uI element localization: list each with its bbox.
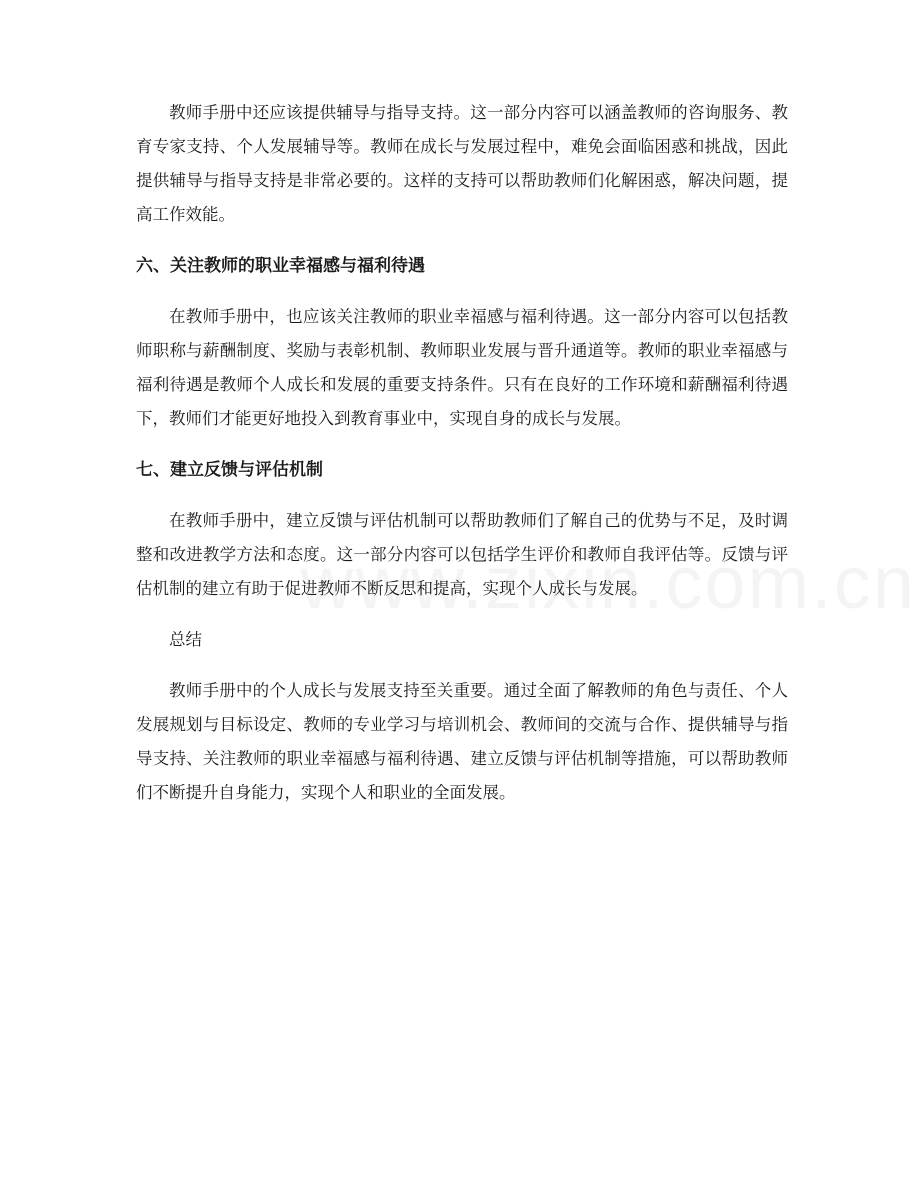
summary-label: 总结 (169, 630, 202, 649)
paragraph-wellbeing: 在教师手册中，也应该关注教师的职业幸福感与福利待遇。这一部分内容可以包括教师职称与薪酬制度、奖励与表彰机制、教师职业发展与晋升通道等。教师的职业幸福感与福利待遇是教师个人成长和发展的重要支持条件。只有在良好的工作环境和薪酬福利待遇下，教师们才能更好地投入到教育事业中，实现自身的成长与发展。 (136, 307, 788, 428)
document-body (136, 96, 788, 810)
section-heading-6: 六、关注教师的职业幸福感与福利待遇 (136, 256, 425, 276)
section-heading-7: 七、建立反馈与评估机制 (136, 460, 323, 480)
paragraph-summary: 教师手册中的个人成长与发展支持至关重要。通过全面了解教师的角色与责任、个人发展规划与目标设定、教师的专业学习与培训机会、教师间的交流与合作、提供辅导与指导支持、关注教师的职业幸福感与福利待遇、建立反馈与评估机制等措施，可以帮助教师们不断提升自身能力，实现个人和职业的全面发展。 (136, 681, 788, 802)
paragraph-guidance-support: 教师手册中还应该提供辅导与指导支持。这一部分内容可以涵盖教师的咨询服务、教育专家支持、个人发展辅导等。教师在成长与发展过程中，难免会面临困惑和挑战，因此提供辅导与指导支持是非常必要的。这样的支持可以帮助教师们化解困惑，解决问题，提高工作效能。 (136, 103, 788, 224)
paragraph-feedback: 在教师手册中，建立反馈与评估机制可以帮助教师们了解自己的优势与不足，及时调整和改进教学方法和态度。这一部分内容可以包括学生评价和教师自我评估等。反馈与评估机制的建立有助于促进教师不断反思和提高，实现个人成长与发展。 (136, 511, 788, 598)
